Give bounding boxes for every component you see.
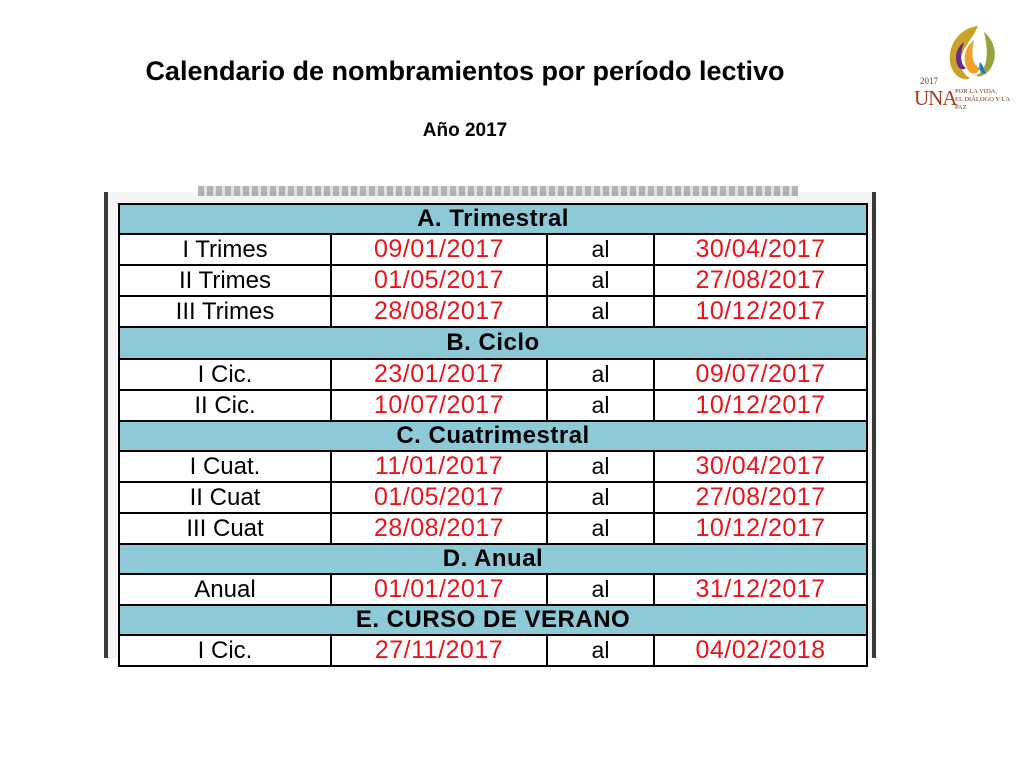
- start-date: 10/07/2017: [331, 390, 547, 421]
- end-date: 30/04/2017: [654, 234, 867, 265]
- logo-slogan-line2: EL DIÁLOGO Y LA PAZ: [955, 96, 1010, 111]
- table-row: [119, 482, 867, 513]
- start-date: 23/01/2017: [331, 359, 547, 390]
- start-date: 28/08/2017: [331, 513, 547, 544]
- table-row: [119, 513, 867, 544]
- start-date: 28/08/2017: [331, 296, 547, 327]
- range-separator: al: [547, 390, 654, 421]
- range-separator: al: [547, 359, 654, 390]
- page-title: Calendario de nombramientos por período lectivo: [145, 56, 785, 86]
- end-date: 10/12/2017: [654, 390, 867, 421]
- logo-name: UNA: [914, 86, 957, 110]
- section-heading: A. Trimestral: [119, 204, 867, 234]
- table-row: [119, 574, 867, 605]
- calendar-table: [118, 203, 868, 667]
- university-logo: [908, 18, 1018, 114]
- section-header-row: [119, 327, 867, 359]
- end-date: 27/08/2017: [654, 482, 867, 513]
- table-row: [119, 451, 867, 482]
- period-label: I Cic.: [119, 635, 331, 666]
- logo-slogan-line1: POR LA VIDA,: [955, 88, 997, 95]
- end-date: 27/08/2017: [654, 265, 867, 296]
- end-date: 10/12/2017: [654, 513, 867, 544]
- period-label: I Cic.: [119, 359, 331, 390]
- period-label: II Trimes: [119, 265, 331, 296]
- page-subtitle: Año 2017: [422, 120, 508, 141]
- section-header-row: [119, 544, 867, 574]
- table-top-cropped-text: [198, 186, 798, 196]
- period-label: III Trimes: [119, 296, 331, 327]
- logo-slogan: [955, 88, 1017, 112]
- start-date: 11/01/2017: [331, 451, 547, 482]
- logo-year: 2017: [920, 76, 938, 86]
- table-row: [119, 234, 867, 265]
- start-date: 27/11/2017: [331, 635, 547, 666]
- period-label: I Cuat.: [119, 451, 331, 482]
- period-label: I Trimes: [119, 234, 331, 265]
- period-label: II Cuat: [119, 482, 331, 513]
- section-heading: C. Cuatrimestral: [119, 421, 867, 451]
- start-date: 09/01/2017: [331, 234, 547, 265]
- range-separator: al: [547, 296, 654, 327]
- section-heading: E. CURSO DE VERANO: [119, 605, 867, 635]
- table-row: [119, 296, 867, 327]
- period-label: Anual: [119, 574, 331, 605]
- section-heading: B. Ciclo: [119, 327, 867, 359]
- end-date: 10/12/2017: [654, 296, 867, 327]
- end-date: 04/02/2018: [654, 635, 867, 666]
- period-label: III Cuat: [119, 513, 331, 544]
- section-heading: D. Anual: [119, 544, 867, 574]
- range-separator: al: [547, 451, 654, 482]
- table-row: [119, 359, 867, 390]
- range-separator: al: [547, 513, 654, 544]
- start-date: 01/05/2017: [331, 482, 547, 513]
- start-date: 01/01/2017: [331, 574, 547, 605]
- section-header-row: [119, 421, 867, 451]
- section-header-row: [119, 605, 867, 635]
- section-header-row: [119, 204, 867, 234]
- start-date: 01/05/2017: [331, 265, 547, 296]
- range-separator: al: [547, 635, 654, 666]
- end-date: 30/04/2017: [654, 451, 867, 482]
- end-date: 09/07/2017: [654, 359, 867, 390]
- range-separator: al: [547, 234, 654, 265]
- range-separator: al: [547, 265, 654, 296]
- range-separator: al: [547, 482, 654, 513]
- table-row: [119, 265, 867, 296]
- period-label: II Cic.: [119, 390, 331, 421]
- end-date: 31/12/2017: [654, 574, 867, 605]
- table-row: [119, 390, 867, 421]
- table-row: [119, 635, 867, 666]
- range-separator: al: [547, 574, 654, 605]
